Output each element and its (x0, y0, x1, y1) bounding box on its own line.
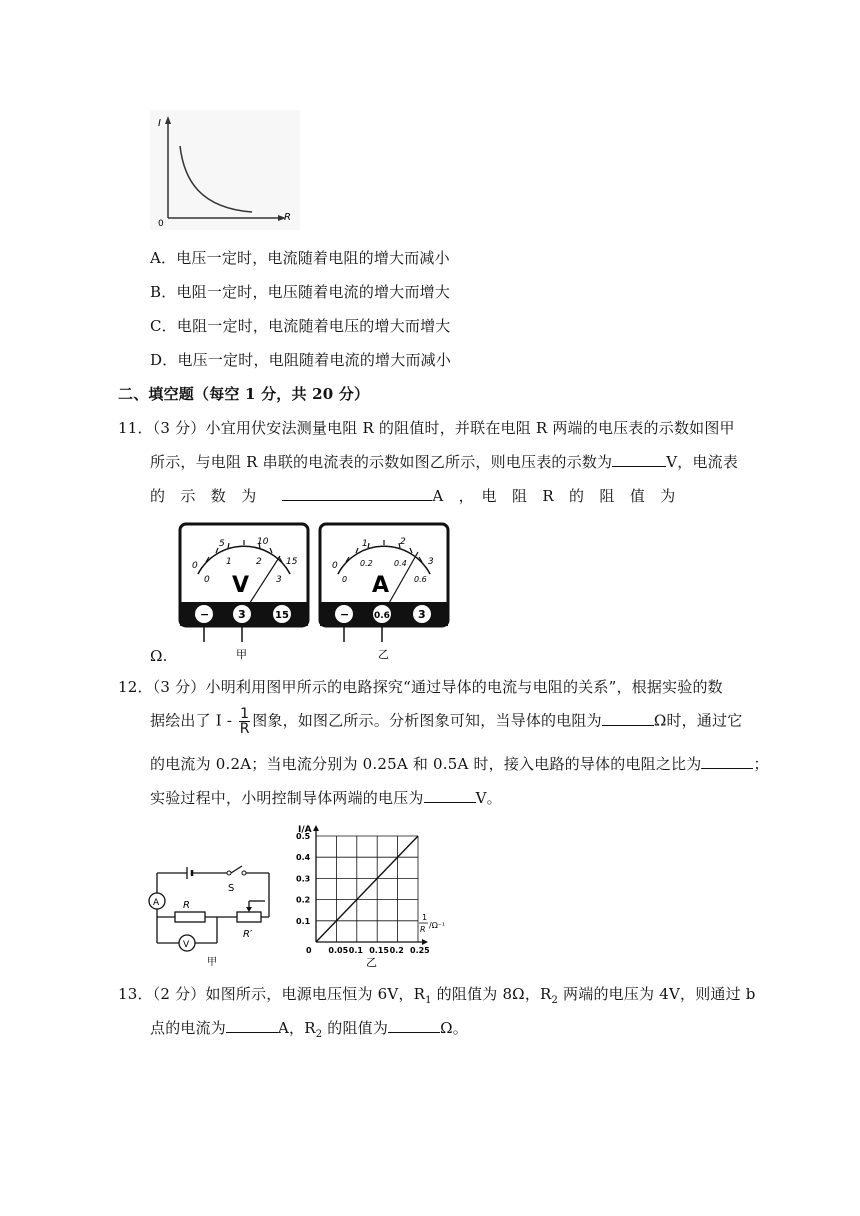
voltmeter-figure (176, 520, 312, 665)
y-tick-label: 0.3 (296, 874, 311, 884)
terminal-3: 3 (238, 608, 246, 621)
answer-blank (602, 711, 654, 726)
series-line (316, 836, 418, 942)
figure-caption: 乙 (366, 956, 377, 969)
y-tick-label: 0.4 (296, 853, 311, 863)
figure-caption: 甲 (207, 957, 217, 968)
svg-text:R′: R′ (243, 929, 253, 940)
x-label-denominator: R (420, 925, 426, 934)
svg-text:3: 3 (276, 575, 282, 585)
answer-blank (388, 1018, 440, 1033)
switch-label: S (228, 883, 235, 894)
figure-caption: 乙 (378, 648, 389, 661)
terminal-3: 3 (418, 608, 426, 621)
meter-letter: A (372, 573, 390, 598)
answer-blank (701, 754, 753, 769)
x-tick-label: 0 (306, 946, 312, 955)
terminal-minus: − (200, 608, 210, 621)
svg-text:10: 10 (257, 537, 269, 547)
terminal-15: 15 (275, 610, 289, 621)
y-tick-label: 0.2 (296, 895, 311, 905)
answer-blank (226, 1018, 278, 1033)
fraction-1-over-r: $\frac{1}{R}$ (239, 706, 250, 737)
option-c: C．电阻一定时，电流随着电压的增大而增大 (150, 317, 451, 335)
answer-blank (282, 486, 432, 501)
circuit-diagram (145, 855, 280, 973)
svg-text:3: 3 (428, 557, 434, 567)
q11-unit: Ω. (150, 647, 168, 665)
q12-line1: 12．（3 分）小明利用图甲所示的电路探究“通过导体的电流与电阻的关系”，根据实验的数 (118, 678, 723, 696)
y-axis-label: I/A (298, 825, 312, 835)
option-b: B．电阻一定时，电压随着电流的增大而增大 (150, 283, 451, 301)
x-tick-label: 0.05 (328, 946, 349, 955)
x-tick-label: 0.15 (369, 946, 389, 955)
option-d: D．电压一定时，电阻随着电流的增大而减小 (150, 351, 452, 369)
svg-text:0: 0 (192, 561, 198, 571)
svg-text:A: A (153, 898, 160, 908)
svg-text:0.2: 0.2 (360, 559, 373, 568)
svg-text:2: 2 (400, 537, 406, 547)
svg-text:0: 0 (332, 561, 338, 571)
x-tick-label: 0.1 (348, 946, 363, 955)
q11-line3: 的 示 数 为 A ， 电 阻 R 的 阻 值 为 (150, 487, 676, 505)
svg-text:V: V (183, 940, 190, 950)
y-axis-label: I (158, 118, 161, 129)
svg-text:2: 2 (256, 557, 262, 567)
terminal-0-6: 0.6 (374, 611, 390, 621)
svg-text:R: R (183, 900, 190, 911)
q11-line2: 所示，与电阻 R 串联的电流表的示数如图乙所示，则电压表的示数为 V，电流表 (150, 453, 739, 471)
q12-line2: 据绘出了 I - $\frac{1}{R}$ 图象，如图乙所示。分析图象可知，当导体的电阻为 Ω时，通过它 (150, 706, 743, 737)
svg-text:0.4: 0.4 (394, 559, 407, 568)
switch (231, 866, 242, 873)
terminal-minus: − (340, 608, 350, 621)
y-tick-label: 0.1 (296, 916, 311, 926)
svg-text:15: 15 (286, 557, 298, 567)
svg-text:5: 5 (219, 539, 225, 549)
svg-text:1: 1 (226, 557, 232, 567)
svg-text:0.6: 0.6 (414, 575, 427, 584)
x-label-numerator: 1 (422, 913, 428, 922)
option-a: A．电压一定时，电流随着电阻的增大而减小 (150, 249, 450, 267)
figure-i-r-graph (150, 110, 300, 230)
x-tick-label: 0.2 (389, 946, 404, 955)
rheostat (237, 912, 261, 922)
q13-line1: 13．（2 分）如图所示，电源电压恒为 6V，$R_1$ 的阻值为 8Ω，$R_2$ 两端的电压为 4V，则通过 b (118, 985, 756, 1006)
q12-line3: 的电流为 0.2A；当电流分别为 0.25A 和 0.5A 时，接入电路的导体的电阻之比为 ； (150, 755, 769, 773)
resistor-r (175, 912, 205, 922)
q12-line4: 实验过程中，小明控制导体两端的电压为 V。 (150, 789, 502, 807)
q11-line1: 11．（3 分）小宜用伏安法测量电阻 R 的阻值时，并联在电阻 R 两端的电压表的示数如图甲 (118, 419, 735, 437)
section-title: 二、填空题（每空 1 分，共 20 分） (118, 385, 370, 403)
svg-text:0: 0 (342, 575, 348, 584)
x-axis-label: R (284, 212, 291, 223)
x-label-unit: /Ω⁻¹ (429, 921, 446, 930)
meter-letter: V (232, 573, 250, 598)
answer-blank (424, 788, 476, 803)
y-tick-label: 0.5 (296, 832, 311, 841)
figure-caption: 甲 (236, 648, 247, 661)
q13-line2: 点的电流为 A，$R_2$ 的阻值为 Ω。 (150, 1019, 468, 1040)
svg-text:1: 1 (362, 539, 368, 549)
origin-label: 0 (158, 219, 164, 229)
i-vs-inverse-r-graph (290, 820, 460, 970)
answer-blank (612, 452, 666, 467)
svg-text:0: 0 (204, 575, 210, 585)
x-tick-label: 0.25 (410, 946, 430, 955)
ammeter-figure (316, 520, 452, 665)
